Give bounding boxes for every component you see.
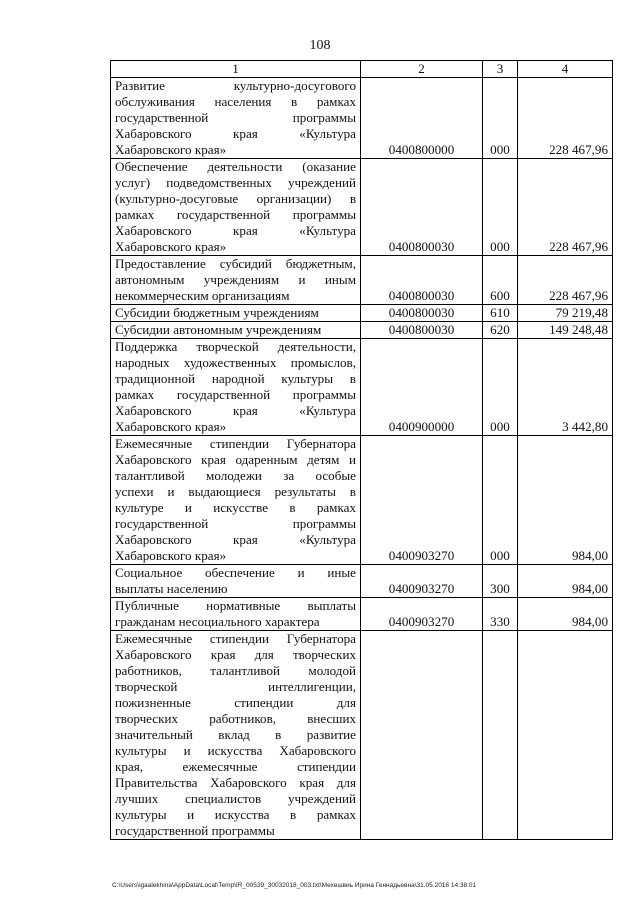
row-name-line: рамках государственной программы (115, 207, 356, 222)
row-name-line: Поддержка творческой деятельности, (115, 339, 356, 354)
row-name-line: культуры и искусства Хабаровского (115, 743, 356, 758)
row-name-line: Хабаровского края» (115, 142, 227, 157)
row-name-line: Субсидии бюджетным учреждениям (115, 305, 319, 320)
row-type-cell: 330 (483, 598, 518, 631)
row-name-line: обслуживания населения в рамках (115, 94, 356, 109)
row-name-line: работников, талантливой молодой (115, 663, 356, 678)
row-name-line: Обеспечение деятельности (оказание (115, 159, 356, 174)
row-name-line: государственной программы (115, 823, 275, 838)
row-name-line: Хабаровского края для творческих (115, 647, 356, 662)
row-name-line: Правительства Хабаровского края для (115, 775, 356, 790)
row-name-line: Хабаровского края «Культура (115, 223, 356, 238)
row-code-cell: 0400800030 (361, 159, 483, 256)
header-cell-4: 4 (518, 61, 613, 78)
row-type-cell: 610 (483, 305, 518, 322)
row-type-cell: 300 (483, 565, 518, 598)
row-name-line: гражданам несоциального характера (115, 614, 320, 629)
row-name-line: значительный вклад в развитие (115, 727, 356, 742)
row-name-line: выплаты населению (115, 581, 228, 596)
table-row (111, 631, 613, 840)
row-code-cell: 0400900000 (361, 339, 483, 436)
row-type-cell: 000 (483, 78, 518, 159)
header-cell-2: 2 (361, 61, 483, 78)
row-code-cell (361, 631, 483, 840)
table-row (111, 78, 613, 159)
row-type-cell (483, 631, 518, 840)
row-name-line: Хабаровского края одаренным детям и (115, 452, 356, 467)
row-name-line: пожизненные стипендии для (115, 695, 356, 710)
table-row (111, 256, 613, 305)
row-type-cell: 000 (483, 159, 518, 256)
row-name-cell (111, 565, 361, 598)
row-name-line: Хабаровского края» (115, 419, 227, 434)
table-header-row (111, 61, 613, 78)
row-type-cell: 600 (483, 256, 518, 305)
row-name-cell (111, 159, 361, 256)
table-row (111, 322, 613, 339)
row-amount-cell: 228 467,96 (518, 159, 613, 256)
row-code-cell: 0400800030 (361, 322, 483, 339)
row-name-line: государственной программы (115, 516, 356, 531)
row-amount-cell: 149 248,48 (518, 322, 613, 339)
row-name-line: автономным учреждениям и иным (115, 272, 356, 287)
row-name-line: Хабаровского края» (115, 239, 227, 254)
row-name-line: творческих работников, внесших (115, 711, 356, 726)
row-type-cell: 000 (483, 436, 518, 565)
row-amount-cell: 228 467,96 (518, 78, 613, 159)
row-amount-cell: 984,00 (518, 436, 613, 565)
header-cell-3: 3 (483, 61, 518, 78)
row-name-cell (111, 339, 361, 436)
row-amount-cell: 984,00 (518, 565, 613, 598)
row-name-line: культуре и искусстве в рамках (115, 500, 356, 515)
row-code-cell: 0400800030 (361, 305, 483, 322)
row-amount-cell: 3 442,80 (518, 339, 613, 436)
row-name-line: Социальное обеспечение и иные (115, 565, 356, 580)
row-name-line: Хабаровского края» (115, 548, 227, 563)
row-name-line: Ежемесячные стипендии Губернатора (115, 436, 356, 451)
row-name-cell (111, 78, 361, 159)
row-code-cell: 0400903270 (361, 565, 483, 598)
row-name-line: государственной программы (115, 110, 356, 125)
row-name-cell (111, 436, 361, 565)
row-code-cell: 0400903270 (361, 598, 483, 631)
header-cell-1: 1 (111, 61, 361, 78)
row-name-cell (111, 631, 361, 840)
row-type-cell: 000 (483, 339, 518, 436)
row-code-cell: 0400903270 (361, 436, 483, 565)
row-name-line: талантливой молодежи за особые (115, 468, 356, 483)
table-row (111, 305, 613, 322)
row-name-line: Субсидии автономным учреждениям (115, 322, 322, 337)
row-name-line: Хабаровского края «Культура (115, 532, 356, 547)
table-row (111, 339, 613, 436)
row-code-cell: 0400800000 (361, 78, 483, 159)
row-amount-cell: 79 219,48 (518, 305, 613, 322)
row-name-cell (111, 305, 361, 322)
table-row (111, 598, 613, 631)
row-name-line: края, ежемесячные стипендии (115, 759, 356, 774)
row-amount-cell (518, 631, 613, 840)
budget-table (110, 60, 613, 840)
file-path-footer: C:\Users\igaalekhina\AppData\Local\Temp\IR_00539_30032018_003.txt\Мехешвиь Ирина Геннадьевна\31.05.2018 14:38:01 (112, 882, 477, 889)
row-name-line: рамках государственной программы (115, 387, 356, 402)
table-row (111, 436, 613, 565)
row-name-line: Развитие культурно-досугового (115, 78, 356, 93)
row-amount-cell: 984,00 (518, 598, 613, 631)
table-row (111, 565, 613, 598)
row-name-line: творческой интеллигенции, (115, 679, 356, 694)
page-number: 108 (309, 38, 331, 53)
row-name-line: Публичные нормативные выплаты (115, 598, 356, 613)
row-name-line: Хабаровского края «Культура (115, 126, 356, 141)
row-name-line: традиционной народной культуры в (115, 371, 356, 386)
row-name-line: Предоставление субсидий бюджетным, (115, 256, 356, 271)
row-code-cell: 0400800030 (361, 256, 483, 305)
row-name-line: услуг) подведомственных учреждений (115, 175, 356, 190)
table-row (111, 159, 613, 256)
row-name-line: некоммерческим организациям (115, 288, 290, 303)
row-name-line: Хабаровского края «Культура (115, 403, 356, 418)
row-name-cell (111, 322, 361, 339)
row-name-line: народных художественных промыслов, (115, 355, 356, 370)
row-name-line: лучших специалистов учреждений (115, 791, 356, 806)
row-name-line: (культурно-досуговые организации) в (115, 191, 356, 206)
row-name-cell (111, 598, 361, 631)
row-name-line: успехи и выдающиеся результаты в (115, 484, 356, 499)
row-name-line: культуры и искусства в рамках (115, 807, 356, 822)
row-name-line: Ежемесячные стипендии Губернатора (115, 631, 356, 646)
row-type-cell: 620 (483, 322, 518, 339)
row-name-cell (111, 256, 361, 305)
row-amount-cell: 228 467,96 (518, 256, 613, 305)
